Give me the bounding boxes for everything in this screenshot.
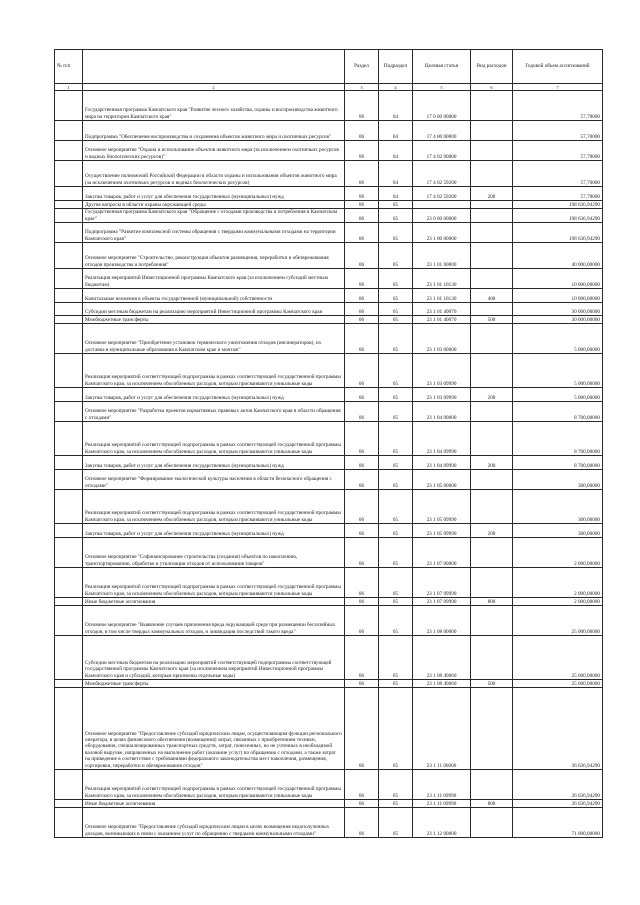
target-article-cell: 23 1 08 40060 <box>413 636 471 680</box>
expense-type-cell: 500 <box>471 316 513 324</box>
expense-type-cell <box>471 201 513 209</box>
column-number: 7 <box>513 84 603 91</box>
target-article-cell: 23 1 03 00000 <box>413 324 471 354</box>
row-name-cell: Основное мероприятие "Выявление случаев причинения вреда окружающей среде при размещении бесхозяйных отходов, в том числе твердых коммунальных отходов, и ликвидация последствий такого вреда" <box>83 606 345 636</box>
expense-type-cell <box>471 402 513 422</box>
razdel-cell: 06 <box>345 209 379 223</box>
row-name-cell: Капитальные вложения в объекты государственной (муниципальной) собственности <box>83 289 345 303</box>
expense-type-cell <box>471 91 513 121</box>
podrazdel-cell: 05 <box>379 324 413 354</box>
expense-type-cell <box>471 161 513 187</box>
row-name-cell: Реализация мероприятий соответствующей подпрограммы в рамках соответствующей государственной программы Камчатского края, за исключением обособленных расходов, которым присваиваются уникальные коды <box>83 770 345 800</box>
podrazdel-cell: 05 <box>379 223 413 243</box>
row-number-cell <box>55 680 83 688</box>
expense-type-cell <box>471 636 513 680</box>
target-article-cell: 23 1 11 09990 <box>413 770 471 800</box>
table-row <box>55 770 603 800</box>
amount-cell: 2 000,00000 <box>513 538 603 568</box>
podrazdel-cell: 05 <box>379 289 413 303</box>
table-row <box>55 808 603 838</box>
razdel-cell: 06 <box>345 303 379 316</box>
razdel-cell: 06 <box>345 187 379 201</box>
row-name-cell: Субсидии местным бюджетам на реализацию мероприятий Инвестиционной программы Камчатского края <box>83 303 345 316</box>
podrazdel-cell: 05 <box>379 606 413 636</box>
razdel-cell: 06 <box>345 269 379 289</box>
target-article-cell: 23 0 00 00000 <box>413 209 471 223</box>
amount-cell: 36 636,94290 <box>513 800 603 808</box>
podrazdel-cell: 05 <box>379 201 413 209</box>
razdel-cell: 06 <box>345 636 379 680</box>
podrazdel-cell: 05 <box>379 209 413 223</box>
row-number-cell <box>55 808 83 838</box>
row-name-cell: Реализация мероприятий соответствующей подпрограммы в рамках соответствующей государственной программы Камчатского края, за исключением обособленных расходов, которым присваиваются уникальные коды <box>83 568 345 598</box>
row-number-cell <box>55 324 83 354</box>
table-row <box>55 388 603 402</box>
row-number-cell <box>55 568 83 598</box>
row-number-cell <box>55 201 83 209</box>
expense-type-cell: 200 <box>471 187 513 201</box>
razdel-cell: 06 <box>345 800 379 808</box>
expense-type-cell: 800 <box>471 800 513 808</box>
amount-cell: 300,00000 <box>513 524 603 538</box>
amount-cell: 2 000,00000 <box>513 598 603 606</box>
razdel-cell: 06 <box>345 422 379 456</box>
target-article-cell: 23 1 05 09990 <box>413 490 471 524</box>
podrazdel-cell: 05 <box>379 456 413 470</box>
target-article-cell: 23 1 12 00000 <box>413 808 471 838</box>
row-number-cell <box>55 141 83 161</box>
row-name-cell: Основное мероприятие "Формирование экологической культуры населения в области безопасного обращения с отходами" <box>83 470 345 490</box>
podrazdel-cell: 05 <box>379 243 413 269</box>
expense-type-cell <box>471 121 513 141</box>
expense-type-cell <box>471 568 513 598</box>
row-name-cell: Основное мероприятие "Строительство, реконструкция объектов размещения, переработки и обезвреживания отходов производства и потребления" <box>83 243 345 269</box>
razdel-cell: 06 <box>345 680 379 688</box>
amount-cell: 300,00000 <box>513 470 603 490</box>
expense-type-cell <box>471 490 513 524</box>
razdel-cell: 06 <box>345 598 379 606</box>
row-number-cell <box>55 187 83 201</box>
row-number-cell <box>55 161 83 187</box>
row-name-cell: Основное мероприятие "Предоставление субсидий юридическим лицам, осуществляющим функции регионального оператора, в целях финансового обеспечения (возмещения) затрат, связанных с приобретением техники, оборудования, специализированных транспортных средств, затрат, понесенных, но не учтенных в необходимой валовой выручке, направленных на выполнение работ (оказание услуг) по обращению с отходами, а также затрат на приведение в соответствие с требованиями федерального законодательства мест накопления, размещения, сортировки, переработки и обезвреживания отходов" <box>83 688 345 770</box>
table-header-row <box>55 50 603 84</box>
target-article-cell: 23 1 05 09990 <box>413 524 471 538</box>
row-name-cell: Подпрограмма "Развитие комплексной системы обращения с твердыми коммунальными отходами на территории Камчатского края" <box>83 223 345 243</box>
row-number-cell <box>55 456 83 470</box>
table-row <box>55 354 603 388</box>
razdel-cell: 06 <box>345 688 379 770</box>
target-article-cell: 17 4 02 59200 <box>413 161 471 187</box>
podrazdel-cell: 05 <box>379 680 413 688</box>
podrazdel-cell: 05 <box>379 808 413 838</box>
razdel-cell: 06 <box>345 201 379 209</box>
podrazdel-cell: 04 <box>379 141 413 161</box>
column-number: 1 <box>55 84 83 91</box>
amount-cell: 25 000,00000 <box>513 636 603 680</box>
row-name-cell: Межбюджетные трансферты <box>83 680 345 688</box>
row-number-cell <box>55 636 83 680</box>
table-row <box>55 201 603 209</box>
column-number: 2 <box>83 84 345 91</box>
table-row <box>55 316 603 324</box>
column-number: 4 <box>379 84 413 91</box>
table-row <box>55 141 603 161</box>
razdel-cell: 06 <box>345 490 379 524</box>
amount-cell: 57,70000 <box>513 187 603 201</box>
podrazdel-cell: 05 <box>379 568 413 598</box>
podrazdel-cell: 05 <box>379 490 413 524</box>
target-article-cell: 23 1 04 00000 <box>413 402 471 422</box>
row-number-cell <box>55 243 83 269</box>
razdel-cell: 06 <box>345 456 379 470</box>
row-name-cell: Основное мероприятие "Охрана и использование объектов животного мира (за исключением охотничьих ресурсов и водных биологических ресурсов)" <box>83 141 345 161</box>
table-row <box>55 269 603 289</box>
target-article-cell: 23 1 07 09990 <box>413 598 471 606</box>
amount-cell: 5 000,00000 <box>513 324 603 354</box>
row-number-cell <box>55 688 83 770</box>
row-number-cell <box>55 606 83 636</box>
row-name-cell: Закупка товаров, работ и услуг для обеспечения государственных (муниципальных) нужд <box>83 524 345 538</box>
razdel-cell: 06 <box>345 402 379 422</box>
target-article-cell: 23 1 04 09990 <box>413 422 471 456</box>
table-row <box>55 243 603 269</box>
amount-cell: 40 000,00000 <box>513 243 603 269</box>
razdel-cell: 06 <box>345 141 379 161</box>
razdel-cell: 06 <box>345 324 379 354</box>
podrazdel-cell: 05 <box>379 524 413 538</box>
amount-cell: 57,70000 <box>513 91 603 121</box>
header-name <box>83 50 345 84</box>
column-number: 3 <box>345 84 379 91</box>
row-name-cell: Иные бюджетные ассигнования <box>83 800 345 808</box>
expense-type-cell <box>471 141 513 161</box>
row-number-cell <box>55 354 83 388</box>
table-row <box>55 636 603 680</box>
podrazdel-cell: 05 <box>379 354 413 388</box>
row-number-cell <box>55 269 83 289</box>
amount-cell: 36 636,94290 <box>513 688 603 770</box>
row-number-cell <box>55 209 83 223</box>
target-article-cell: 23 1 01 40070 <box>413 303 471 316</box>
row-name-cell: Основное мероприятие "Приобретение установок термического уничтожения отходов (инсинераторов), их доставка в муниципальные образования в Камчатском крае и монтаж" <box>83 324 345 354</box>
amount-cell: 198 636,94290 <box>513 209 603 223</box>
amount-cell: 2 000,00000 <box>513 568 603 598</box>
row-name-cell: Реализация мероприятий соответствующей подпрограммы в рамках соответствующей государственной программы Камчатского края, за исключением обособленных расходов, которым присваиваются уникальные коды <box>83 422 345 456</box>
target-article-cell: 23 1 08 40060 <box>413 680 471 688</box>
row-name-cell: Закупка товаров, работ и услуг для обеспечения государственных (муниципальных) нужд <box>83 388 345 402</box>
amount-cell: 57,70000 <box>513 121 603 141</box>
row-name-cell: Основное мероприятие "Разработка проектов нормативных правовых актов Камчатского края в области обращения с отходами" <box>83 402 345 422</box>
razdel-cell: 06 <box>345 606 379 636</box>
target-article-cell: 23 1 07 00000 <box>413 538 471 568</box>
target-article-cell: 23 1 01 40070 <box>413 316 471 324</box>
razdel-cell: 06 <box>345 223 379 243</box>
row-name-cell: Межбюджетные трансферты <box>83 316 345 324</box>
row-name-cell: Осуществление полномочий Российской Федерации в области охраны и использования объектов животного мира (за исключением охотничьих ресурсов и водных биологических ресурсов) <box>83 161 345 187</box>
expense-type-cell <box>471 808 513 838</box>
razdel-cell: 06 <box>345 568 379 598</box>
target-article-cell <box>413 201 471 209</box>
target-article-cell: 17 4 00 00000 <box>413 121 471 141</box>
table-row <box>55 490 603 524</box>
amount-cell: 30 000,00000 <box>513 316 603 324</box>
target-article-cell: 23 1 01 10130 <box>413 269 471 289</box>
razdel-cell: 06 <box>345 524 379 538</box>
table-row <box>55 209 603 223</box>
table-body <box>55 91 603 838</box>
row-name-cell: Государственная программа Камчатского края "Развитие лесного хозяйства, охраны и воспроизводства животного мира на территории Камчатского края" <box>83 91 345 121</box>
row-number-cell <box>55 402 83 422</box>
podrazdel-cell: 05 <box>379 316 413 324</box>
target-article-cell: 17 4 02 00000 <box>413 141 471 161</box>
row-name-cell: Закупка товаров, работ и услуг для обеспечения государственных (муниципальных) нужд <box>83 187 345 201</box>
razdel-cell: 06 <box>345 770 379 800</box>
target-article-cell: 23 1 05 00000 <box>413 470 471 490</box>
razdel-cell: 06 <box>345 91 379 121</box>
target-article-cell: 23 1 03 09990 <box>413 354 471 388</box>
amount-cell: 300,00000 <box>513 490 603 524</box>
row-name-cell: Реализация мероприятий соответствующей подпрограммы в рамках соответствующей государственной программы Камчатского края, за исключением обособленных расходов, которым присваиваются уникальные коды <box>83 490 345 524</box>
table-row <box>55 324 603 354</box>
table-row <box>55 456 603 470</box>
table-row <box>55 289 603 303</box>
razdel-cell: 06 <box>345 470 379 490</box>
row-number-cell <box>55 303 83 316</box>
amount-cell: 30 000,00000 <box>513 303 603 316</box>
target-article-cell: 23 1 11 00000 <box>413 688 471 770</box>
razdel-cell: 06 <box>345 161 379 187</box>
podrazdel-cell: 05 <box>379 538 413 568</box>
amount-cell: 36 636,94290 <box>513 770 603 800</box>
row-number-cell <box>55 91 83 121</box>
row-number-cell <box>55 770 83 800</box>
razdel-cell: 06 <box>345 316 379 324</box>
table-row <box>55 524 603 538</box>
expense-type-cell <box>471 243 513 269</box>
table-row <box>55 568 603 598</box>
amount-cell: 5 000,00000 <box>513 354 603 388</box>
target-article-cell: 17 4 02 59200 <box>413 187 471 201</box>
podrazdel-cell: 05 <box>379 422 413 456</box>
table-row <box>55 223 603 243</box>
expense-type-cell <box>471 688 513 770</box>
expense-type-cell <box>471 223 513 243</box>
table-row <box>55 538 603 568</box>
razdel-cell: 06 <box>345 354 379 388</box>
table-row <box>55 91 603 121</box>
table-row <box>55 422 603 456</box>
table-row <box>55 303 603 316</box>
table-row <box>55 402 603 422</box>
target-article-cell: 17 0 00 00000 <box>413 91 471 121</box>
table-row <box>55 606 603 636</box>
row-name-cell: Иные бюджетные ассигнования <box>83 598 345 606</box>
amount-cell: 25 000,00000 <box>513 606 603 636</box>
podrazdel-cell: 04 <box>379 187 413 201</box>
podrazdel-cell: 05 <box>379 402 413 422</box>
amount-cell: 198 636,94290 <box>513 223 603 243</box>
podrazdel-cell: 05 <box>379 303 413 316</box>
amount-cell: 8 700,00000 <box>513 402 603 422</box>
header-podrazdel: Подраздел <box>379 50 413 84</box>
expense-type-cell <box>471 606 513 636</box>
header-expense-type: Вид расходов <box>471 50 513 84</box>
podrazdel-cell: 05 <box>379 470 413 490</box>
row-number-cell <box>55 598 83 606</box>
header-razdel: Раздел <box>345 50 379 84</box>
table-row <box>55 470 603 490</box>
razdel-cell: 06 <box>345 121 379 141</box>
target-article-cell: 23 1 08 00000 <box>413 606 471 636</box>
amount-cell: 5 000,00000 <box>513 388 603 402</box>
row-name-cell: Другие вопросы в области охраны окружающей среды <box>83 201 345 209</box>
expense-type-cell <box>471 324 513 354</box>
row-number-cell <box>55 422 83 456</box>
row-name-cell: Субсидии местным бюджетам на реализацию мероприятий соответствующей подпрограммы соответствующей государственной программы Камчатского края (за исключением мероприятий Инвестиционной программы Камчатского края и субсидий, которым присвоены отдельные коды) <box>83 636 345 680</box>
target-article-cell: 23 1 04 09990 <box>413 456 471 470</box>
column-number-row <box>55 84 603 91</box>
row-number-cell <box>55 388 83 402</box>
row-name-cell: Государственная программа Камчатского края "Обращение с отходами производства и потребления в Камчатском крае" <box>83 209 345 223</box>
podrazdel-cell: 05 <box>379 800 413 808</box>
row-name-cell: Закупка товаров, работ и услуг для обеспечения государственных (муниципальных) нужд <box>83 456 345 470</box>
podrazdel-cell: 05 <box>379 770 413 800</box>
row-number-cell <box>55 800 83 808</box>
header-target-article: Целевая статья <box>413 50 471 84</box>
table-row <box>55 688 603 770</box>
column-number: 5 <box>413 84 471 91</box>
row-number-cell <box>55 490 83 524</box>
table-row <box>55 187 603 201</box>
razdel-cell: 06 <box>345 388 379 402</box>
podrazdel-cell: 05 <box>379 598 413 606</box>
row-name-cell: Основное мероприятие "Софинансирование строительства (создания) объектов по накоплению, транспортированию, обработке и утилизации отходов от использования товаров" <box>83 538 345 568</box>
amount-cell: 25 000,00000 <box>513 680 603 688</box>
expense-type-cell: 400 <box>471 289 513 303</box>
razdel-cell: 06 <box>345 289 379 303</box>
expense-type-cell: 200 <box>471 388 513 402</box>
expense-type-cell <box>471 354 513 388</box>
podrazdel-cell: 04 <box>379 121 413 141</box>
podrazdel-cell: 05 <box>379 269 413 289</box>
table-row <box>55 598 603 606</box>
expense-type-cell <box>471 303 513 316</box>
podrazdel-cell: 04 <box>379 161 413 187</box>
target-article-cell: 23 1 00 00000 <box>413 223 471 243</box>
expense-type-cell: 500 <box>471 680 513 688</box>
expense-type-cell: 800 <box>471 598 513 606</box>
row-name-cell: Подпрограмма "Обеспечение воспроизводства и сохранения объектов животного мира и охотничьих ресурсов" <box>83 121 345 141</box>
table-row <box>55 161 603 187</box>
expense-type-cell <box>471 770 513 800</box>
target-article-cell: 23 1 11 09990 <box>413 800 471 808</box>
expense-type-cell: 200 <box>471 456 513 470</box>
podrazdel-cell: 05 <box>379 388 413 402</box>
row-number-cell <box>55 524 83 538</box>
row-number-cell <box>55 289 83 303</box>
row-name-cell: Реализация мероприятий Инвестиционной программы Камчатского края (за исключением субсидий местным бюджетам) <box>83 269 345 289</box>
amount-cell: 8 700,00000 <box>513 422 603 456</box>
amount-cell: 10 000,00000 <box>513 289 603 303</box>
row-number-cell <box>55 470 83 490</box>
razdel-cell: 06 <box>345 808 379 838</box>
podrazdel-cell: 05 <box>379 688 413 770</box>
expense-type-cell <box>471 422 513 456</box>
target-article-cell: 23 1 07 09990 <box>413 568 471 598</box>
podrazdel-cell: 05 <box>379 636 413 680</box>
amount-cell: 57,70000 <box>513 141 603 161</box>
razdel-cell: 06 <box>345 243 379 269</box>
table-row <box>55 800 603 808</box>
row-number-cell <box>55 121 83 141</box>
target-article-cell: 23 1 01 00000 <box>413 243 471 269</box>
row-name-cell: Реализация мероприятий соответствующей подпрограммы в рамках соответствующей государственной программы Камчатского края, за исключением обособленных расходов, которым присваиваются уникальные коды <box>83 354 345 388</box>
expense-type-cell <box>471 269 513 289</box>
razdel-cell: 06 <box>345 538 379 568</box>
table-row <box>55 680 603 688</box>
row-number-cell <box>55 223 83 243</box>
amount-cell: 57,70000 <box>513 161 603 187</box>
expense-type-cell: 200 <box>471 524 513 538</box>
target-article-cell: 23 1 01 10130 <box>413 289 471 303</box>
target-article-cell: 23 1 03 09990 <box>413 388 471 402</box>
header-annual-amount: Годовой объем ассигнований <box>513 50 603 84</box>
amount-cell: 8 700,00000 <box>513 456 603 470</box>
table-row <box>55 121 603 141</box>
header-number: № п/п <box>55 50 83 84</box>
budget-table <box>54 49 603 838</box>
amount-cell: 71 000,00000 <box>513 808 603 838</box>
amount-cell: 198 636,94290 <box>513 201 603 209</box>
podrazdel-cell: 04 <box>379 91 413 121</box>
row-number-cell <box>55 316 83 324</box>
column-number: 6 <box>471 84 513 91</box>
amount-cell: 10 000,00000 <box>513 269 603 289</box>
expense-type-cell <box>471 209 513 223</box>
row-name-cell: Основное мероприятие "Предоставление субсидий юридическим лицам в целях возмещения недополученных доходов, возникающих в связи с оказанием услуг по обращению с твердыми коммунальными отходами" <box>83 808 345 838</box>
row-number-cell <box>55 538 83 568</box>
expense-type-cell <box>471 538 513 568</box>
expense-type-cell <box>471 470 513 490</box>
